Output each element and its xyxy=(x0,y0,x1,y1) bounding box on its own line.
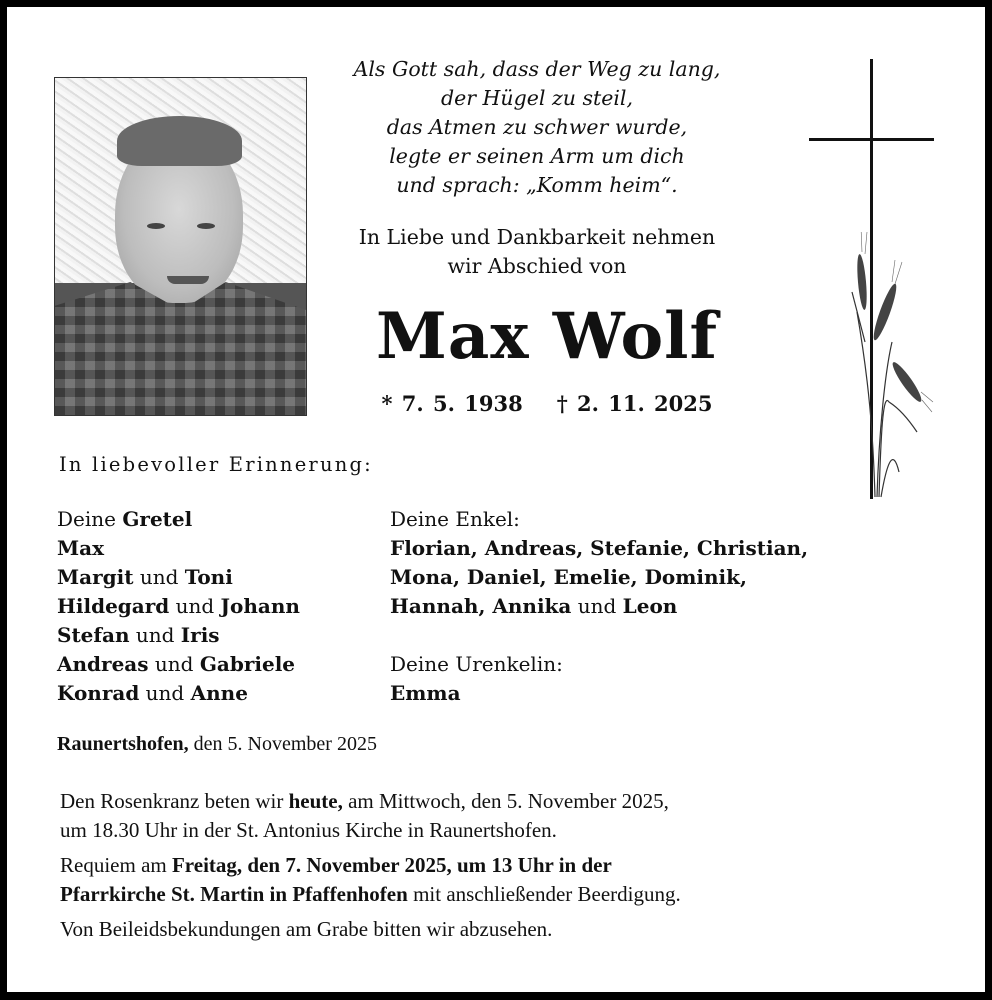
conjunction: und xyxy=(571,594,623,618)
obituary-notice xyxy=(7,7,985,992)
text-bold: heute, xyxy=(288,789,343,813)
text: am Mittwoch, den 5. November 2025, xyxy=(342,789,669,813)
life-dates xyxy=(297,391,797,416)
conjunction: Deine xyxy=(57,507,123,531)
photo-hair xyxy=(117,116,242,166)
intro-text xyxy=(297,223,777,281)
place-date xyxy=(57,733,377,756)
memory-heading: In liebevoller Erinnerung: xyxy=(59,453,373,476)
conjunction: und xyxy=(148,652,200,676)
family-member-line xyxy=(57,679,300,708)
conjunction: und xyxy=(169,594,221,618)
photo-mouth xyxy=(167,276,209,284)
grandchildren-names: Florian, Andreas, Stefanie, Christian, xyxy=(390,536,809,560)
conjunction: und xyxy=(129,623,181,647)
intro-line: In Liebe und Dankbarkeit nehmen xyxy=(358,225,716,249)
text: mit anschließender Beerdigung. xyxy=(407,882,681,906)
family-member-line xyxy=(57,505,300,534)
grandchildren-list xyxy=(390,505,808,708)
photo-eye xyxy=(197,223,215,229)
text-bold: Freitag, den 7. November 2025, um 13 Uhr in der xyxy=(171,853,612,877)
poem-line: legte er seinen Arm um dich xyxy=(389,144,685,168)
service-notices xyxy=(60,787,681,950)
poem-line: Als Gott sah, dass der Weg zu lang, xyxy=(353,57,721,81)
photo-eye xyxy=(147,223,165,229)
conjunction: und xyxy=(139,681,191,705)
conjunction: und xyxy=(133,565,185,589)
rosary-notice xyxy=(60,787,681,845)
great-grandchildren-label: Deine Urenkelin: xyxy=(390,652,563,676)
family-member-name: Hildegard xyxy=(57,594,170,618)
date: den 5. November 2025 xyxy=(188,733,377,755)
family-member-name: Anne xyxy=(190,681,248,705)
family-member-name: Iris xyxy=(180,623,220,647)
grandchildren-names: Mona, Daniel, Emelie, Dominik, xyxy=(390,565,747,589)
grandchildren-line xyxy=(390,534,808,563)
family-member-name: Stefan xyxy=(57,623,130,647)
intro-line: wir Abschied von xyxy=(447,254,627,278)
family-member-name: Konrad xyxy=(57,681,140,705)
condolence-notice: Von Beileidsbekundungen am Grabe bitten wir abzusehen. xyxy=(60,917,553,941)
grandchildren-names: Leon xyxy=(622,594,678,618)
family-member-line xyxy=(57,592,300,621)
family-member-name: Gretel xyxy=(122,507,193,531)
family-member-name: Gabriele xyxy=(199,652,296,676)
text-bold: Pfarrkirche St. Martin in Pfaffenhofen xyxy=(60,882,408,906)
family-member-line xyxy=(57,563,300,592)
poem-line: das Atmen zu schwer wurde, xyxy=(386,115,688,139)
family-member-name: Toni xyxy=(184,565,233,589)
family-member-name: Margit xyxy=(57,565,134,589)
family-member-name: Johann xyxy=(220,594,300,618)
death-date: † 2. 11. 2025 xyxy=(556,391,713,416)
great-grandchildren-line xyxy=(390,679,808,708)
requiem-notice xyxy=(60,851,681,909)
family-member-name: Max xyxy=(57,536,105,560)
grandchildren-names: Hannah, Annika xyxy=(390,594,572,618)
portrait-photo xyxy=(54,77,307,416)
grandchildren-line xyxy=(390,592,808,621)
grandchildren-line xyxy=(390,563,808,592)
family-member-name: Andreas xyxy=(57,652,149,676)
family-member-line xyxy=(57,621,300,650)
text: Den Rosenkranz beten wir xyxy=(60,789,289,813)
family-member-line xyxy=(57,650,300,679)
text: um 18.30 Uhr in der St. Antonius Kirche in Raunertshofen. xyxy=(60,818,557,842)
family-list xyxy=(57,505,300,708)
deceased-name: Max Wolf xyxy=(376,299,718,374)
great-grandchild-name: Emma xyxy=(390,681,461,705)
poem-line: und sprach: „Komm heim“. xyxy=(396,173,678,197)
poem xyxy=(297,55,777,200)
place: Raunertshofen, xyxy=(57,733,189,755)
text: Requiem am xyxy=(60,853,172,877)
grandchildren-label: Deine Enkel: xyxy=(390,507,520,531)
cross-icon-horizontal xyxy=(809,138,934,141)
wheat-icon xyxy=(837,232,937,502)
poem-line: der Hügel zu steil, xyxy=(440,86,634,110)
family-member-line xyxy=(57,534,300,563)
birth-date: * 7. 5. 1938 xyxy=(381,391,523,416)
spacer xyxy=(390,621,808,650)
